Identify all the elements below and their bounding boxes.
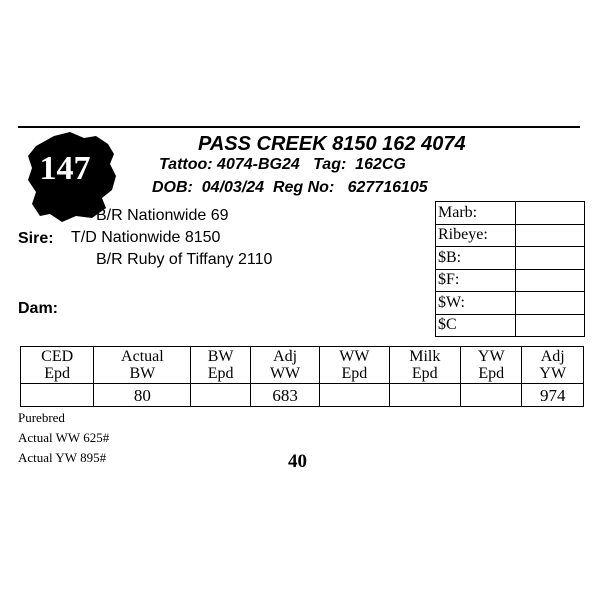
epd-value: 80 [94,384,191,407]
side-row [436,314,585,337]
epd-value [460,384,521,407]
note-line: Actual YW 895# [18,450,107,465]
epd-header: Adj WW [250,347,319,384]
side-value [516,202,585,225]
side-row [436,202,585,225]
sire-label: Sire: [18,230,54,247]
side-value [516,292,585,315]
epd-header: YW Epd [460,347,521,384]
epd-value [389,384,460,407]
epd-value [320,384,389,407]
epd-header: WW Epd [320,347,389,384]
epd-header: Milk Epd [389,347,460,384]
sire-name: T/D Nationwide 8150 [71,229,221,246]
epd-value: 683 [250,384,319,407]
note-line: Purebred [18,410,65,425]
side-label: $F: [436,269,516,292]
epd-value: 974 [522,384,584,407]
side-row [436,247,585,270]
epd-value [21,384,94,407]
side-row [436,292,585,315]
side-label: Ribeye: [436,224,516,247]
epd-value [191,384,251,407]
side-row [436,269,585,292]
epd-table [20,346,584,407]
animal-title: PASS CREEK 8150 162 4074 [198,133,466,155]
side-row [436,224,585,247]
carcass-side-box [435,201,585,337]
side-label: $B: [436,247,516,270]
epd-header-row [21,347,584,384]
dam-label: Dam: [18,300,59,317]
side-value [516,224,585,247]
sire-sire: B/R Nationwide 69 [96,207,229,224]
epd-header: CED Epd [21,347,94,384]
sire-dam: B/R Ruby of Tiffany 2110 [96,251,273,268]
tattoo-tag-line: Tattoo: 4074-BG24 Tag: 162CG [159,156,406,173]
side-value [516,247,585,270]
side-value [516,314,585,337]
page-number: 40 [288,451,307,472]
epd-header: Actual BW [94,347,191,384]
side-value [516,269,585,292]
epd-header: BW Epd [191,347,251,384]
epd-value-row [21,384,584,407]
lot-number: 147 [39,150,91,187]
side-label: $W: [436,292,516,315]
side-label: Marb: [436,202,516,225]
side-label: $C [436,314,516,337]
epd-header: Adj YW [522,347,584,384]
note-line: Actual WW 625# [18,430,110,445]
dob-reg-line: DOB: 04/03/24 Reg No: 627716105 [152,179,428,196]
